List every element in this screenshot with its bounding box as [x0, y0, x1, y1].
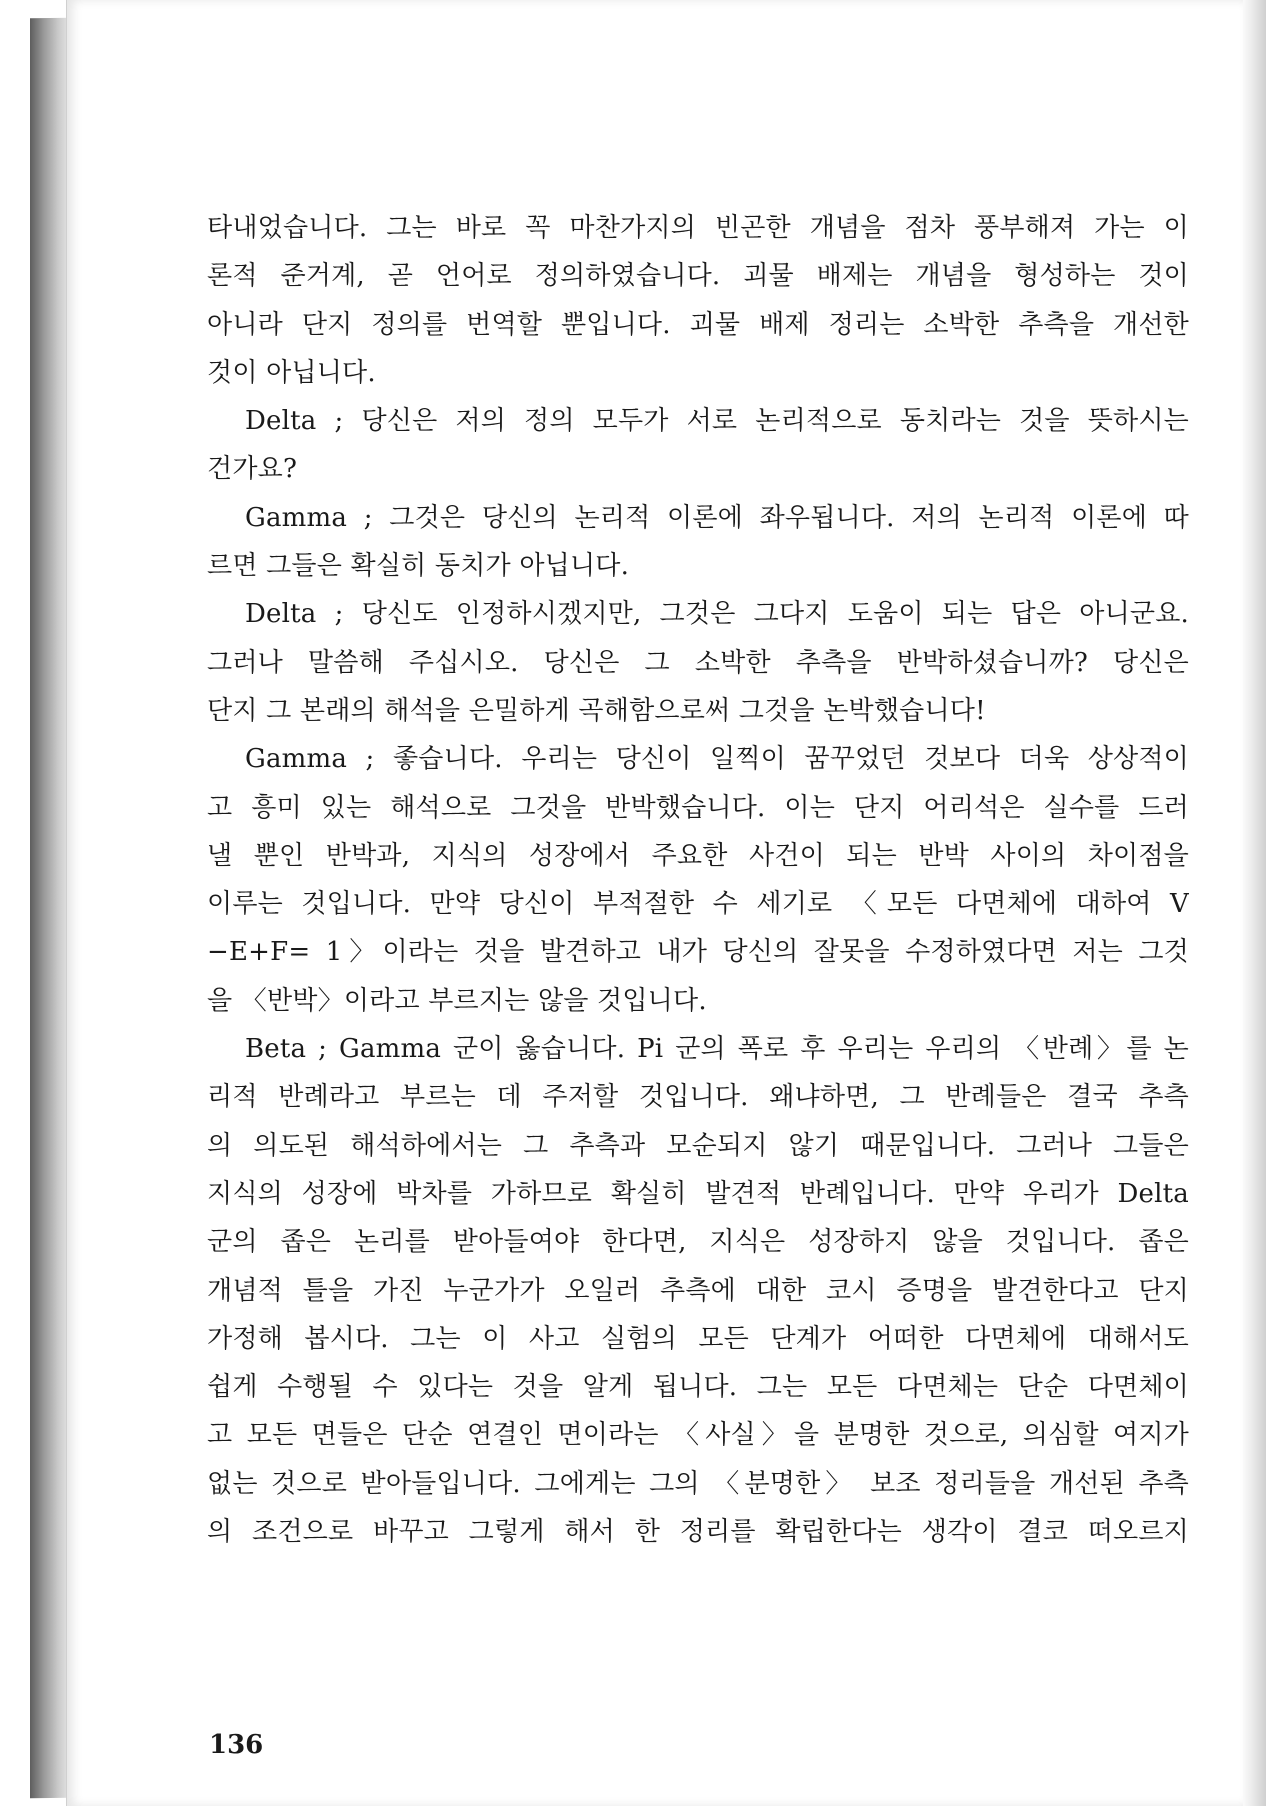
text-line: 고 모든 면들은 단순 연결인 면이라는 〈사실〉을 분명한 것으로, 의심할 여지가 [207, 1420, 1189, 1451]
text-line: 것이 아닙니다. [207, 357, 376, 388]
text-line: 의 조건으로 바꾸고 그렇게 해서 한 정리를 확립한다는 생각이 결코 떠오르지 [207, 1517, 1189, 1548]
text-line: 타내었습니다. 그는 바로 꼭 마찬가지의 빈곤한 개념을 점차 풍부해져 가는 이 [207, 213, 1189, 243]
text-line: 그러나 말씀해 주십시오. 당신은 그 소박한 추측을 반박하셨습니까? 당신은 [207, 647, 1189, 678]
text-line: Beta ; Gamma 군이 옳습니다. Pi 군의 폭로 후 우리는 우리의 〈반례〉를 논 [245, 1034, 1189, 1065]
text-line: 고 흥미 있는 해석으로 그것을 반박했습니다. 이는 단지 어리석은 실수를 드러 [207, 792, 1189, 823]
page-number: 136 [209, 1730, 264, 1760]
text-line: 지식의 성장에 박차를 가하므로 확실히 발견적 반례입니다. 만약 우리가 Delta [207, 1178, 1189, 1209]
text-line: Delta ; 당신도 인정하시겠지만, 그것은 그다지 도움이 되는 답은 아니군요. [245, 599, 1189, 630]
text-line: 리적 반례라고 부르는 데 주저할 것입니다. 왜냐하면, 그 반례들은 결국 추측 [207, 1082, 1189, 1113]
text-line: −E+F= 1〉이라는 것을 발견하고 내가 당신의 잘못을 수정하였다면 저는 그것 [207, 937, 1189, 968]
text-line: 가정해 봅시다. 그는 이 사고 실험의 모든 단계가 어떠한 다면체에 대해서도 [207, 1323, 1189, 1354]
text-line: 없는 것으로 받아들입니다. 그에게는 그의 〈분명한〉 보조 정리들을 개선된 추측 [207, 1468, 1189, 1499]
book-page-edge [1240, 0, 1266, 1806]
text-line: 단지 그 본래의 해석을 은밀하게 곡해함으로써 그것을 논박했습니다! [207, 695, 986, 726]
text-line: 낼 뿐인 반박과, 지식의 성장에서 주요한 사건이 되는 반박 사이의 차이점을 [207, 840, 1189, 871]
text-line: 개념적 틀을 가진 누군가가 오일러 추측에 대한 코시 증명을 발견한다고 단지 [207, 1275, 1189, 1306]
book-page [66, 0, 1243, 1806]
text-line: Gamma ; 그것은 당신의 논리적 이론에 좌우됩니다. 저의 논리적 이론에 따 [245, 502, 1189, 533]
text-line: 의 의도된 해석하에서는 그 추측과 모순되지 않기 때문입니다. 그러나 그들은 [207, 1130, 1189, 1161]
body-text [207, 204, 1189, 1556]
text-line: 건가요? [207, 454, 298, 485]
text-line: 론적 준거계, 곧 언어로 정의하였습니다. 괴물 배제는 개념을 형성하는 것이 [207, 261, 1189, 292]
text-line: 르면 그들은 확실히 동치가 아닙니다. [207, 551, 630, 582]
text-line: 군의 좁은 논리를 받아들여야 한다면, 지식은 성장하지 않을 것입니다. 좁은 [207, 1227, 1189, 1258]
text-line: Gamma ; 좋습니다. 우리는 당신이 일찍이 꿈꾸었던 것보다 더욱 상상적이 [245, 744, 1189, 775]
text-line: 을 〈반박〉이라고 부르지는 않을 것입니다. [207, 985, 707, 1016]
text-line: 쉽게 수행될 수 있다는 것을 알게 됩니다. 그는 모든 다면체는 단순 다면체이 [207, 1372, 1189, 1403]
text-line: Delta ; 당신은 저의 정의 모두가 서로 논리적으로 동치라는 것을 뜻하시는 [245, 406, 1189, 437]
text-line: 이루는 것입니다. 만약 당신이 부적절한 수 세기로 〈모든 다면체에 대하여 V [207, 889, 1189, 920]
book-spine [30, 18, 70, 1798]
text-line: 아니라 단지 정의를 번역할 뿐입니다. 괴물 배제 정리는 소박한 추측을 개선한 [207, 309, 1189, 340]
